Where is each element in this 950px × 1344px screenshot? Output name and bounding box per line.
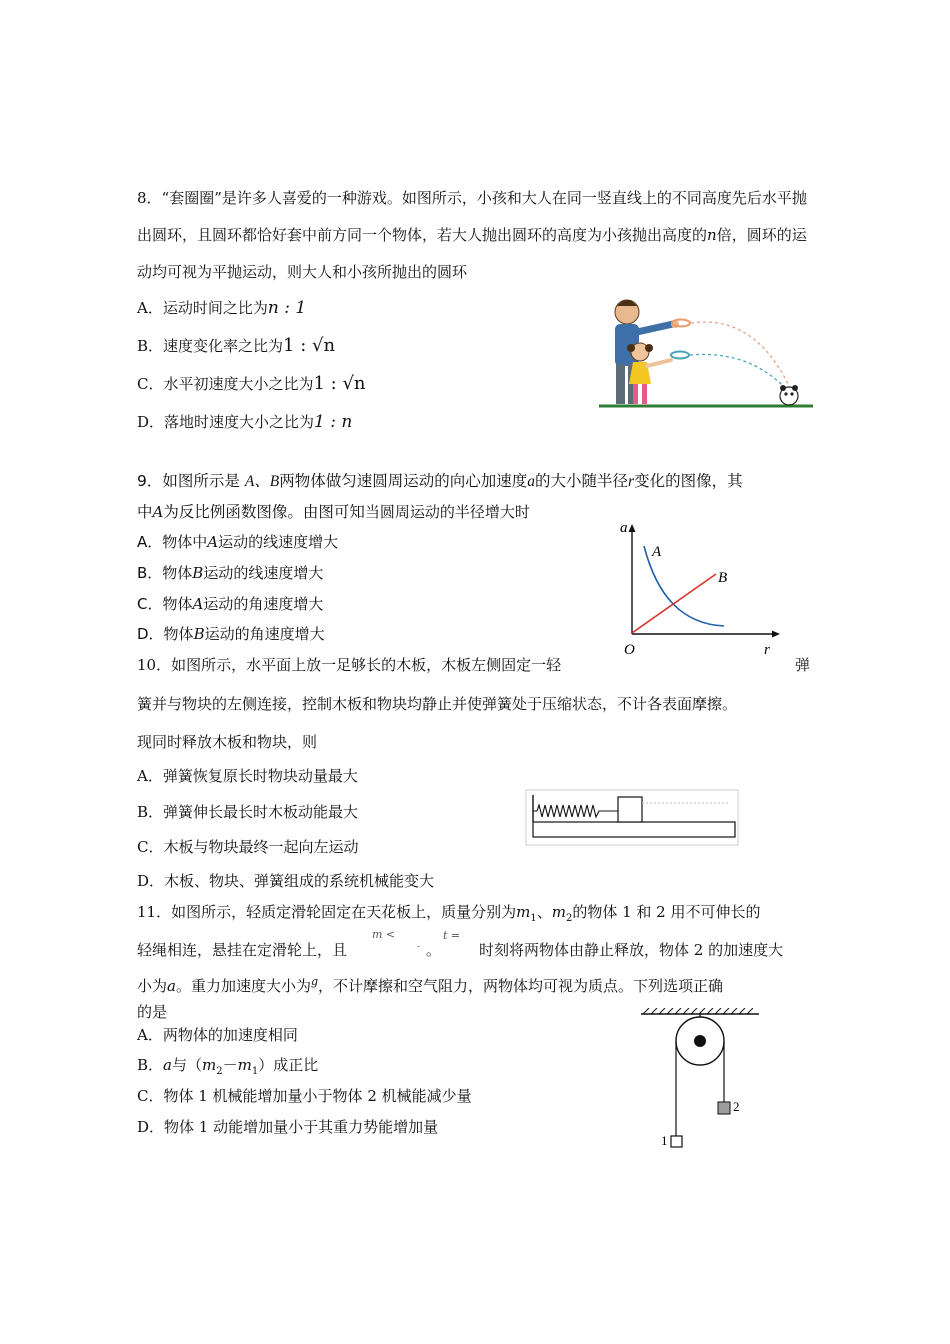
object-1 xyxy=(671,1136,682,1147)
q8-option-b[interactable] xyxy=(137,335,335,356)
q9-stem-line1 xyxy=(137,469,743,491)
graph-line-b xyxy=(632,574,716,633)
graph-y-arrow xyxy=(629,524,636,532)
q11-option-b-end: ）成正比 xyxy=(258,1056,319,1074)
q11-option-b-m1: m xyxy=(237,1056,252,1074)
q9-option-d-end: 增大 xyxy=(294,625,325,643)
q9-stem-line2 xyxy=(137,500,530,522)
pulley-figure xyxy=(635,1008,765,1158)
q10-option-a[interactable]: A．弹簧恢复原长时物块动量最大 xyxy=(137,767,358,785)
q9-line2-2: 为反比例函数图像。由图可知 xyxy=(163,503,365,521)
q11-var-a: a xyxy=(167,977,176,995)
q9-option-d-pre: D．物体 xyxy=(137,625,194,643)
q11-line3-a: 小为 xyxy=(137,977,168,995)
ceiling-hatching xyxy=(643,1008,753,1014)
q8-option-c-label: C．水平初速度大小之比为 xyxy=(137,375,314,393)
q10-stem-line2: 簧并与物块的左侧连接，控制木板和物块均静止并使弹簧处于压缩状态，不计各表面摩擦。 xyxy=(137,695,738,713)
q11-frag-dot: - xyxy=(417,942,421,952)
q9-option-a-end: 增大 xyxy=(308,533,339,551)
q11-stem-line2-a: 轻绳相连，悬挂在定滑轮上，且 xyxy=(137,941,348,959)
q9-option-b-end: 增大 xyxy=(293,564,324,582)
q9-var-r: r xyxy=(628,473,635,490)
q9-option-c-mid: 运动的角速度 xyxy=(203,595,294,613)
q9-text-4: 变化的图像，其 xyxy=(634,472,743,490)
q11-stem-line3 xyxy=(137,975,723,996)
q8-option-a[interactable] xyxy=(137,297,306,318)
q8-stem-text xyxy=(137,180,817,291)
q11-option-c[interactable]: C．物体 1 机械能增加量小于物体 2 机械能减少量 xyxy=(137,1087,472,1105)
q11-stem-line2-b: 时刻将两物体由静止释放，物体 2 的加速度大 xyxy=(479,941,784,959)
q11-stem-line4: 的是 xyxy=(137,1003,168,1021)
q8-option-a-label: A．运动时间之比为 xyxy=(137,299,268,317)
q9-option-b-pre: B．物体 xyxy=(137,564,193,582)
graph-x-label: r xyxy=(764,642,770,658)
q9-option-b-mid: 运动的线速度 xyxy=(203,564,294,582)
q11-stem-line1 xyxy=(137,901,761,924)
q11-option-b[interactable] xyxy=(137,1054,318,1077)
object-1-label: 1 xyxy=(661,1133,668,1148)
block xyxy=(618,797,642,822)
q9-option-d-mid: 运动的角速度 xyxy=(204,625,295,643)
spring-board-figure xyxy=(525,789,740,847)
q11-option-d[interactable]: D．物体 1 动能增加量小于其重力势能增加量 xyxy=(137,1118,439,1136)
graph-origin-label: O xyxy=(624,642,635,658)
q11-m2: m xyxy=(551,903,566,921)
object-2-label: 2 xyxy=(733,1099,740,1114)
q9-line2-1: 中 xyxy=(137,503,153,521)
graph-y-label: a xyxy=(620,520,628,536)
q9-option-c-pre: C．物体 xyxy=(137,595,193,613)
q9-option-d-var: B xyxy=(193,625,205,643)
q11-line1-b: 的物体 1 和 2 用不可伸长的 xyxy=(572,903,761,921)
q11-m1: m xyxy=(516,903,531,921)
q11-option-b-mid: 与（ xyxy=(171,1056,202,1074)
q9-option-c-end: 增大 xyxy=(293,595,324,613)
q8-option-d-label: D．落地时速度大小之比为 xyxy=(137,413,315,431)
graph-curve-a-label: A xyxy=(652,544,662,560)
q10-stem-line3: 现同时释放木板和物块，则 xyxy=(137,733,318,751)
a-r-graph xyxy=(612,516,792,661)
q11-option-b-m1-sub: 1 xyxy=(251,1066,259,1077)
q8-option-d-expr: 1 : n xyxy=(314,412,353,432)
graph-x-arrow xyxy=(772,631,780,638)
q11-var-g: g xyxy=(310,975,319,988)
q11-frag-m: m < xyxy=(372,928,396,941)
ring-toss-illustration xyxy=(595,292,820,414)
q11-m1-sub: 1 xyxy=(530,913,537,924)
q8-option-b-label: B．速度变化率之比为 xyxy=(137,337,284,355)
q9-number: 9．如图所示是 xyxy=(137,472,240,490)
q10-option-c[interactable]: C．木板与物块最终一起向左运动 xyxy=(137,838,359,856)
q11-frag-end: 。 xyxy=(426,941,442,959)
graph-line-b-label: B xyxy=(718,570,728,586)
q9-option-a-pre: A．物体中 xyxy=(137,533,208,551)
q10-stem-line1-end: 弹 xyxy=(795,656,811,674)
q9-option-c[interactable] xyxy=(137,593,323,614)
q10-option-d[interactable]: D．木板、物块、弹簧组成的系统机械能变大 xyxy=(137,872,435,890)
q9-option-a-var: A xyxy=(207,533,219,551)
q11-frag-t: t = xyxy=(443,929,461,942)
q8-option-c-expr: 1 : √n xyxy=(313,373,366,394)
q11-line3-c: ，不计摩擦和空气阻力，两物体均可视为质点。下列选项正确 xyxy=(318,977,724,995)
q9-var-a: a xyxy=(527,473,536,490)
q11-option-a[interactable]: A．两物体的加速度相同 xyxy=(137,1026,298,1044)
q10-stem-line1: 10．如图所示，水平面上放一足够长的木板，木板左侧固定一轻 xyxy=(137,656,562,674)
q11-sep: 、 xyxy=(536,903,552,921)
q11-option-b-m2-sub: 2 xyxy=(216,1066,223,1077)
q9-line2-3: 当圆周运动的半径增大时 xyxy=(364,503,530,521)
q11-option-b-m2: m xyxy=(202,1056,217,1074)
q9-option-c-var: A xyxy=(192,595,204,613)
spring xyxy=(533,805,618,817)
q10-option-b[interactable]: B．弹簧伸长最长时木板动能最大 xyxy=(137,803,359,821)
pulley-axle xyxy=(694,1035,706,1047)
q11-line3-b: 。重力加速度大小为 xyxy=(175,977,311,995)
q9-text-2: 两物体做匀速圆周运动的向心加速度 xyxy=(279,472,528,490)
q8-text-2: 倍，圆环的运动均可视为平抛运动，则大人和小孩所抛出的圆环 xyxy=(137,226,807,281)
q9-line2-var-a: A xyxy=(152,503,164,521)
q9-text-3: 的大小随半径 xyxy=(535,472,629,490)
q8-option-b-expr: 1 : √n xyxy=(283,335,336,356)
q8-text-1: “套圈圈”是许多人喜爱的一种游戏。如图所示，小孩和大人在同一竖直线上的不同高度先后水平抛出圆环，且圆环都恰好套中前方同一个物体，若大人抛出圆环的高度为小孩抛出高度的 xyxy=(137,189,807,244)
q9-option-a[interactable] xyxy=(137,531,338,552)
q8-number: 8． xyxy=(137,189,162,207)
q9-option-b-var: B xyxy=(192,564,204,582)
q9-option-d[interactable] xyxy=(137,623,325,644)
q8-option-a-expr: n : 1 xyxy=(267,298,307,318)
wooden-board xyxy=(533,822,735,837)
object-2 xyxy=(718,1102,730,1114)
q11-option-b-pre: B． xyxy=(137,1056,164,1074)
q8-option-c[interactable] xyxy=(137,373,366,394)
q11-option-b-minus: － xyxy=(222,1056,238,1074)
q8-var-n: n xyxy=(707,226,717,244)
q9-objects: A、B xyxy=(244,473,280,490)
q9-option-b[interactable] xyxy=(137,562,323,583)
q9-option-a-mid: 运动的线速度 xyxy=(218,533,309,551)
q8-option-d[interactable] xyxy=(137,411,352,432)
q11-option-b-var: a xyxy=(163,1056,172,1074)
q11-line1-a: 11．如图所示，轻质定滑轮固定在天花板上，质量分别为 xyxy=(137,903,517,921)
q11-m2-sub: 2 xyxy=(565,913,573,924)
